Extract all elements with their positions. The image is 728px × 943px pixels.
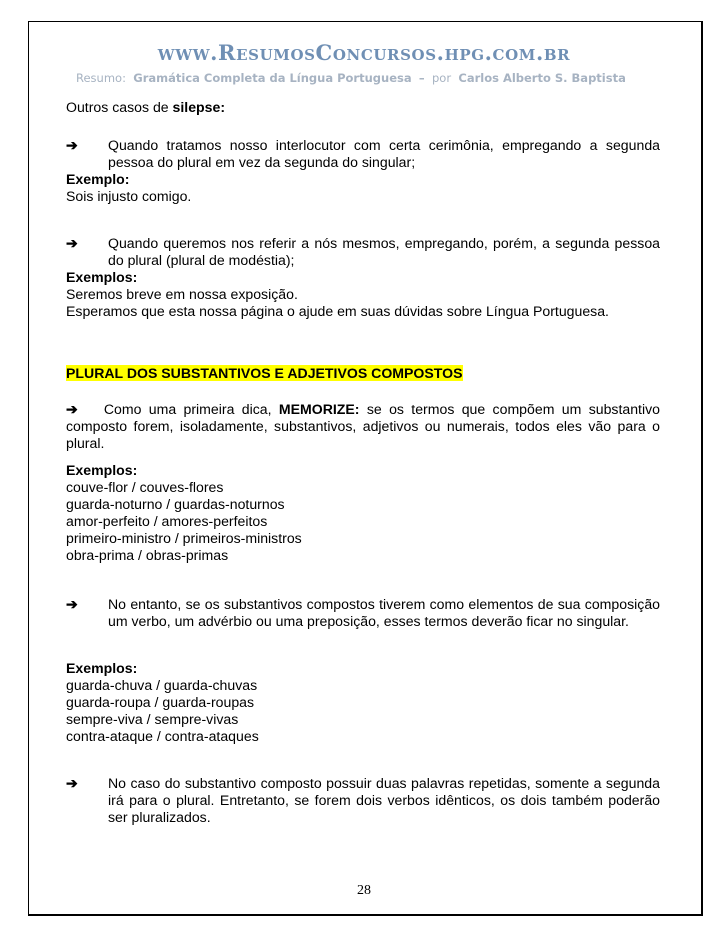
plural-rule-3 [66,775,660,826]
example-line: primeiro-ministro / primeiros-ministros [66,530,302,546]
bullet-item [66,596,660,630]
example-line: guarda-noturno / guardas-noturnos [66,496,285,512]
arrow-icon: ➔ [66,235,78,251]
examples-label: Exemplo: [66,171,130,187]
resumo-label: Resumo: [76,71,126,85]
bullet-item [66,235,660,269]
bullet-text: Quando tratamos nosso interlocutor com certa cerimônia, empregando a segunda pessoa do plural em vez da segunda do singular; [108,137,660,170]
arrow-icon: ➔ [66,401,78,417]
example-line: obra-prima / obras-primas [66,547,229,563]
bullet-item [66,137,660,171]
intro-prefix: Outros casos de [66,99,173,115]
plural-rule-2 [66,596,660,630]
example-line: amor-perfeito / amores-perfeitos [66,513,268,529]
section-heading [66,365,660,382]
silepse-case-2 [66,235,660,320]
rule-1-body: se os termos que compõem um substantivo composto forem, isoladamente, substantivos, adjetivos ou numerais, todos eles vão para o plural. [66,401,660,451]
example-line: guarda-chuva / guarda-chuvas [66,677,258,693]
rule-1-examples [66,462,660,564]
example-line: couve-flor / couves-flores [66,479,224,495]
examples-label: Exemplos: [66,660,138,676]
arrow-icon: ➔ [66,137,78,153]
example-line: sempre-viva / sempre-vivas [66,711,239,727]
por-label: por [431,71,452,85]
example-line: contra-ataque / contra-ataques [66,728,259,744]
author-name: Carlos Alberto S. Baptista [458,71,626,85]
header-subtitle [76,71,626,85]
example-line: Sois injusto comigo. [66,188,192,204]
subject-title: Gramática Completa da Língua Portuguesa [133,71,412,85]
arrow-icon: ➔ [66,775,78,791]
examples-label: Exemplos: [66,269,138,285]
memorize-keyword: MEMORIZE: [278,401,360,417]
rule-2-examples [66,660,660,745]
bullet-item [66,775,660,826]
rule-1-prefix: Como uma primeira dica, [103,401,279,417]
bullet-text: No caso do substantivo composto possuir duas palavras repetidas, somente a segunda irá para o plural. Entretanto, se forem dois verbos idênticos, os dois também poderão ser pluralizados. [108,775,660,825]
silepse-intro [66,99,660,116]
intro-keyword: silepse: [172,99,226,115]
header-site-url: www.ResumosConcursos.hpg.com.br [157,40,571,65]
examples-label: Exemplos: [66,462,138,478]
silepse-case-1 [66,137,660,205]
plural-rule-1 [66,401,660,452]
bullet-text: Quando queremos nos referir a nós mesmos, empregando, porém, a segunda pessoa do plural (plural de modéstia); [108,235,660,268]
bullet-text: No entanto, se os substantivos compostos tiverem como elementos de sua composição um verbo, um advérbio ou uma preposição, esses termos deverão ficar no singular. [108,596,660,629]
plural-heading: PLURAL DOS SUBSTANTIVOS E ADJETIVOS COMPOSTOS [66,365,463,381]
example-line: guarda-roupa / guarda-roupas [66,694,255,710]
example-line: Seremos breve em nossa exposição. [66,286,298,302]
header-dash: – [418,71,425,85]
arrow-icon: ➔ [66,596,78,612]
page-number: 28 [357,883,371,898]
example-line: Esperamos que esta nossa página o ajude em suas dúvidas sobre Língua Portuguesa. [66,303,609,319]
rule-1-text [66,401,660,452]
